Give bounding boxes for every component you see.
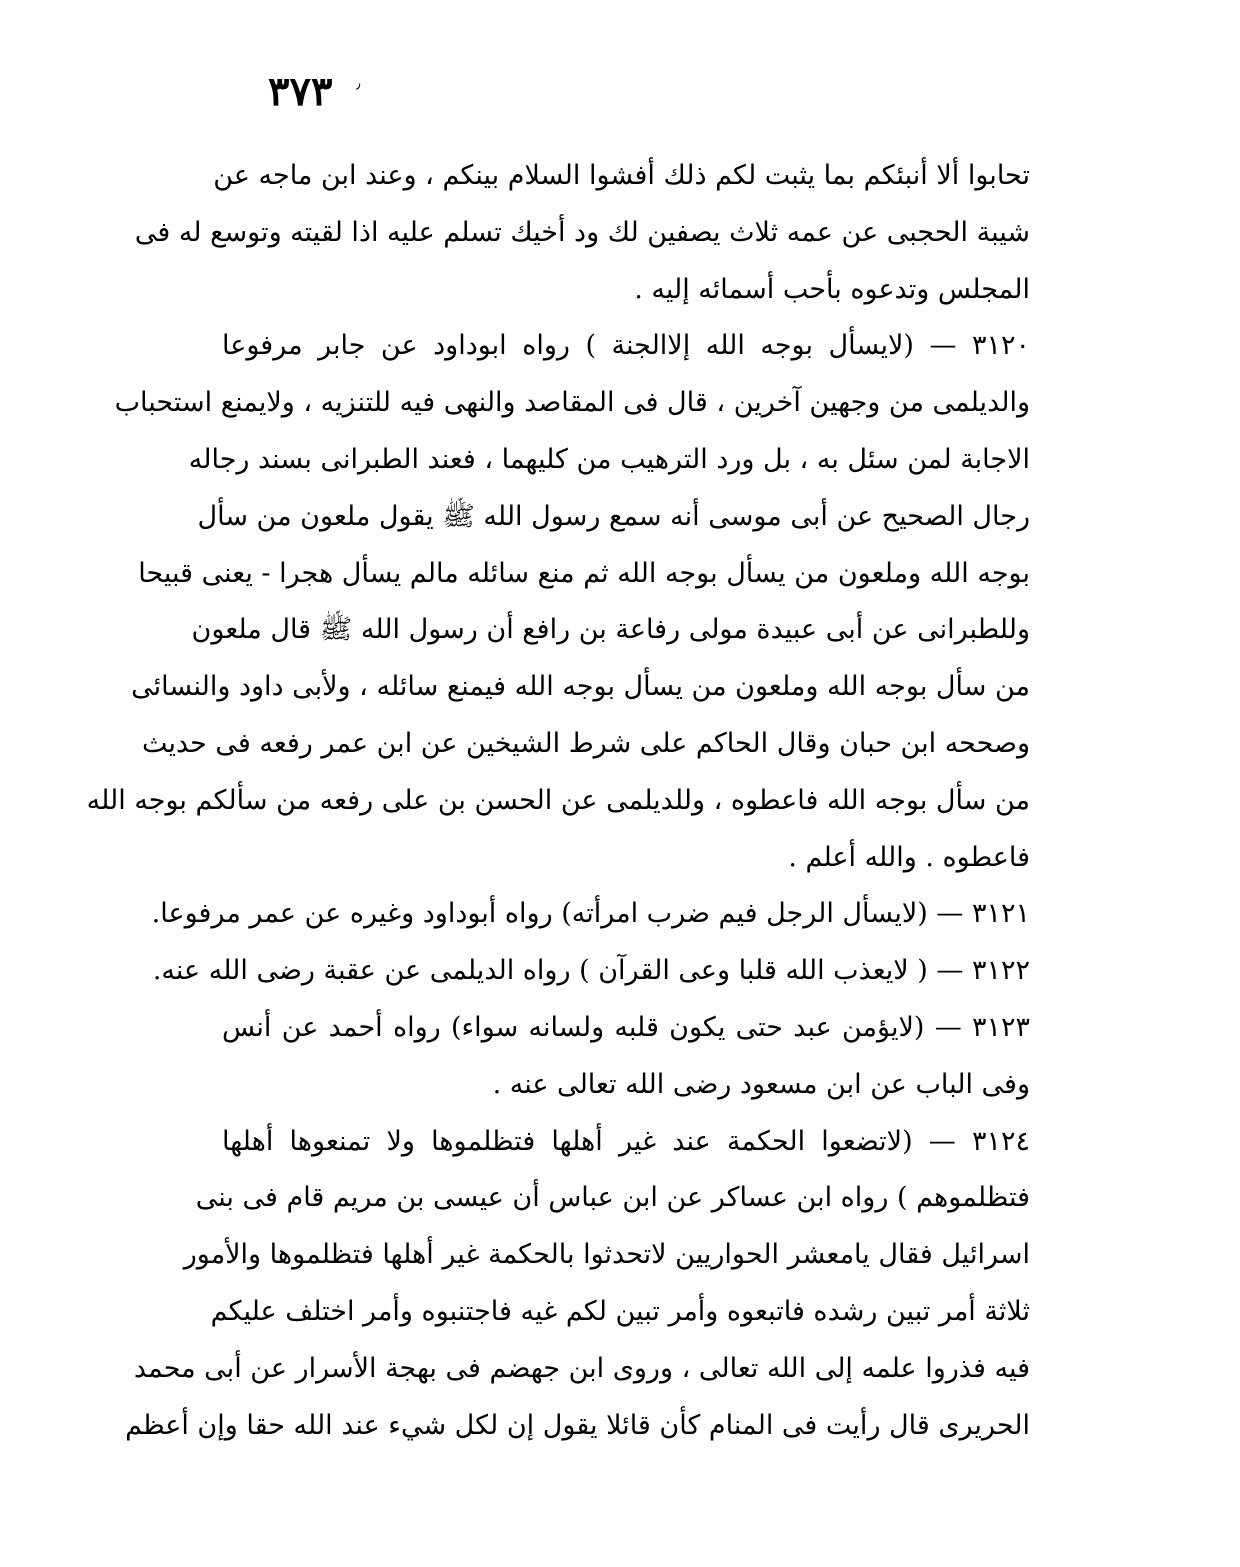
text-line: تحابوا ألا أنبئكم بما يثبت لكم ذلك أفشوا السلام بينكم ، وعند ابن ماجه عن (213, 160, 1030, 191)
text-line: وفى الباب عن ابن مسعود رضى الله تعالى عنه . (492, 1068, 1030, 1100)
text-line: ٣١٢٣ — (لايؤمن عبد حتى يكون قلبه ولسانه سواء) رواه أحمد عن أنس (222, 1011, 1030, 1043)
body-text (86, 148, 1030, 1454)
text-line: ٣١٢٠ — (لايسأل بوجه الله إلاالجنة ) رواه ابوداود عن جابر مرفوعا (222, 330, 1030, 362)
text-line: الحريرى قال رأيت فى المنام كأن قائلا يقول إن لكل شيء عند الله حقا وإن أعظم (125, 1409, 1030, 1441)
text-line: من سأل بوجه الله وملعون من يسأل بوجه الله فيمنع سائله ، ولأبى داود والنسائى (131, 671, 1030, 703)
text-line: فاعطوه . والله أعلم . (788, 841, 1030, 873)
text-line: رجال الصحيح عن أبى موسى أنه سمع رسول الله ﷺ يقول ملعون من سأل (197, 500, 1030, 532)
text-line: فيه فذروا علمه إلى الله تعالى ، وروى ابن جهضم فى بهجة الأسرار عن أبى محمد (133, 1352, 1030, 1384)
text-line: من سأل بوجه الله فاعطوه ، وللديلمى عن الحسن بن على رفعه من سألكم بوجه الله (86, 784, 1030, 816)
text-line: ٣١٢٢ — ( لايعذب الله قلبا وعى القرآن ) رواه الديلمى عن عقبة رضى الله عنه. (152, 955, 1030, 987)
text-line: ثلاثة أمر تبين رشده فاتبعوه وأمر تبين لكم غيه فاجتنبوه وأمر اختلف عليكم (210, 1295, 1030, 1327)
page-number: ٣٧٣ (268, 68, 333, 115)
text-line: فتظلموهم ) رواه ابن عساكر عن ابن عباس أن عيسى بن مريم قام فى بنى (195, 1182, 1030, 1214)
text-line: والديلمى من وجهين آخرين ، قال فى المقاصد والنهى فيه للتنزيه ، ولايمنع استحباب (114, 387, 1030, 419)
page-number-mark: ٫ (356, 76, 361, 92)
text-line: وصححه ابن حبان وقال الحاكم على شرط الشيخين عن ابن عمر رفعه فى حديث (141, 727, 1030, 759)
text-line: اسرائيل فقال يامعشر الحواريين لاتحدثوا بالحكمة غير أهلها فتظلموها والأمور (183, 1239, 1030, 1271)
text-line: ٣١٢١ — (لايسأل الرجل فيم ضرب امرأته) رواه أبوداود وغيره عن عمر مرفوعا. (151, 898, 1030, 930)
text-line: وللطبرانى عن أبى عبيدة مولى رفاعة بن رافع أن رسول الله ﷺ قال ملعون (191, 614, 1030, 646)
text-line: ٣١٢٤ — (لاتضعوا الحكمة عند غير أهلها فتظلموها ولا تمنعوها أهلها (222, 1125, 1030, 1157)
text-line: المجلس وتدعوه بأحب أسمائه إليه . (634, 273, 1030, 305)
text-line: الاجابة لمن سئل به ، بل ورد الترهيب من كليهما ، فعند الطبرانى بسند رجاله (188, 443, 1030, 475)
text-line: شيبة الحجبى عن عمه ثلاث يصفين لك ود أخيك تسلم عليه اذا لقيته وتوسع له فى (134, 216, 1030, 248)
text-line: بوجه الله وملعون من يسأل بوجه الله ثم منع سائله مالم يسأل هجرا - يعنى قبيحا (138, 557, 1030, 589)
